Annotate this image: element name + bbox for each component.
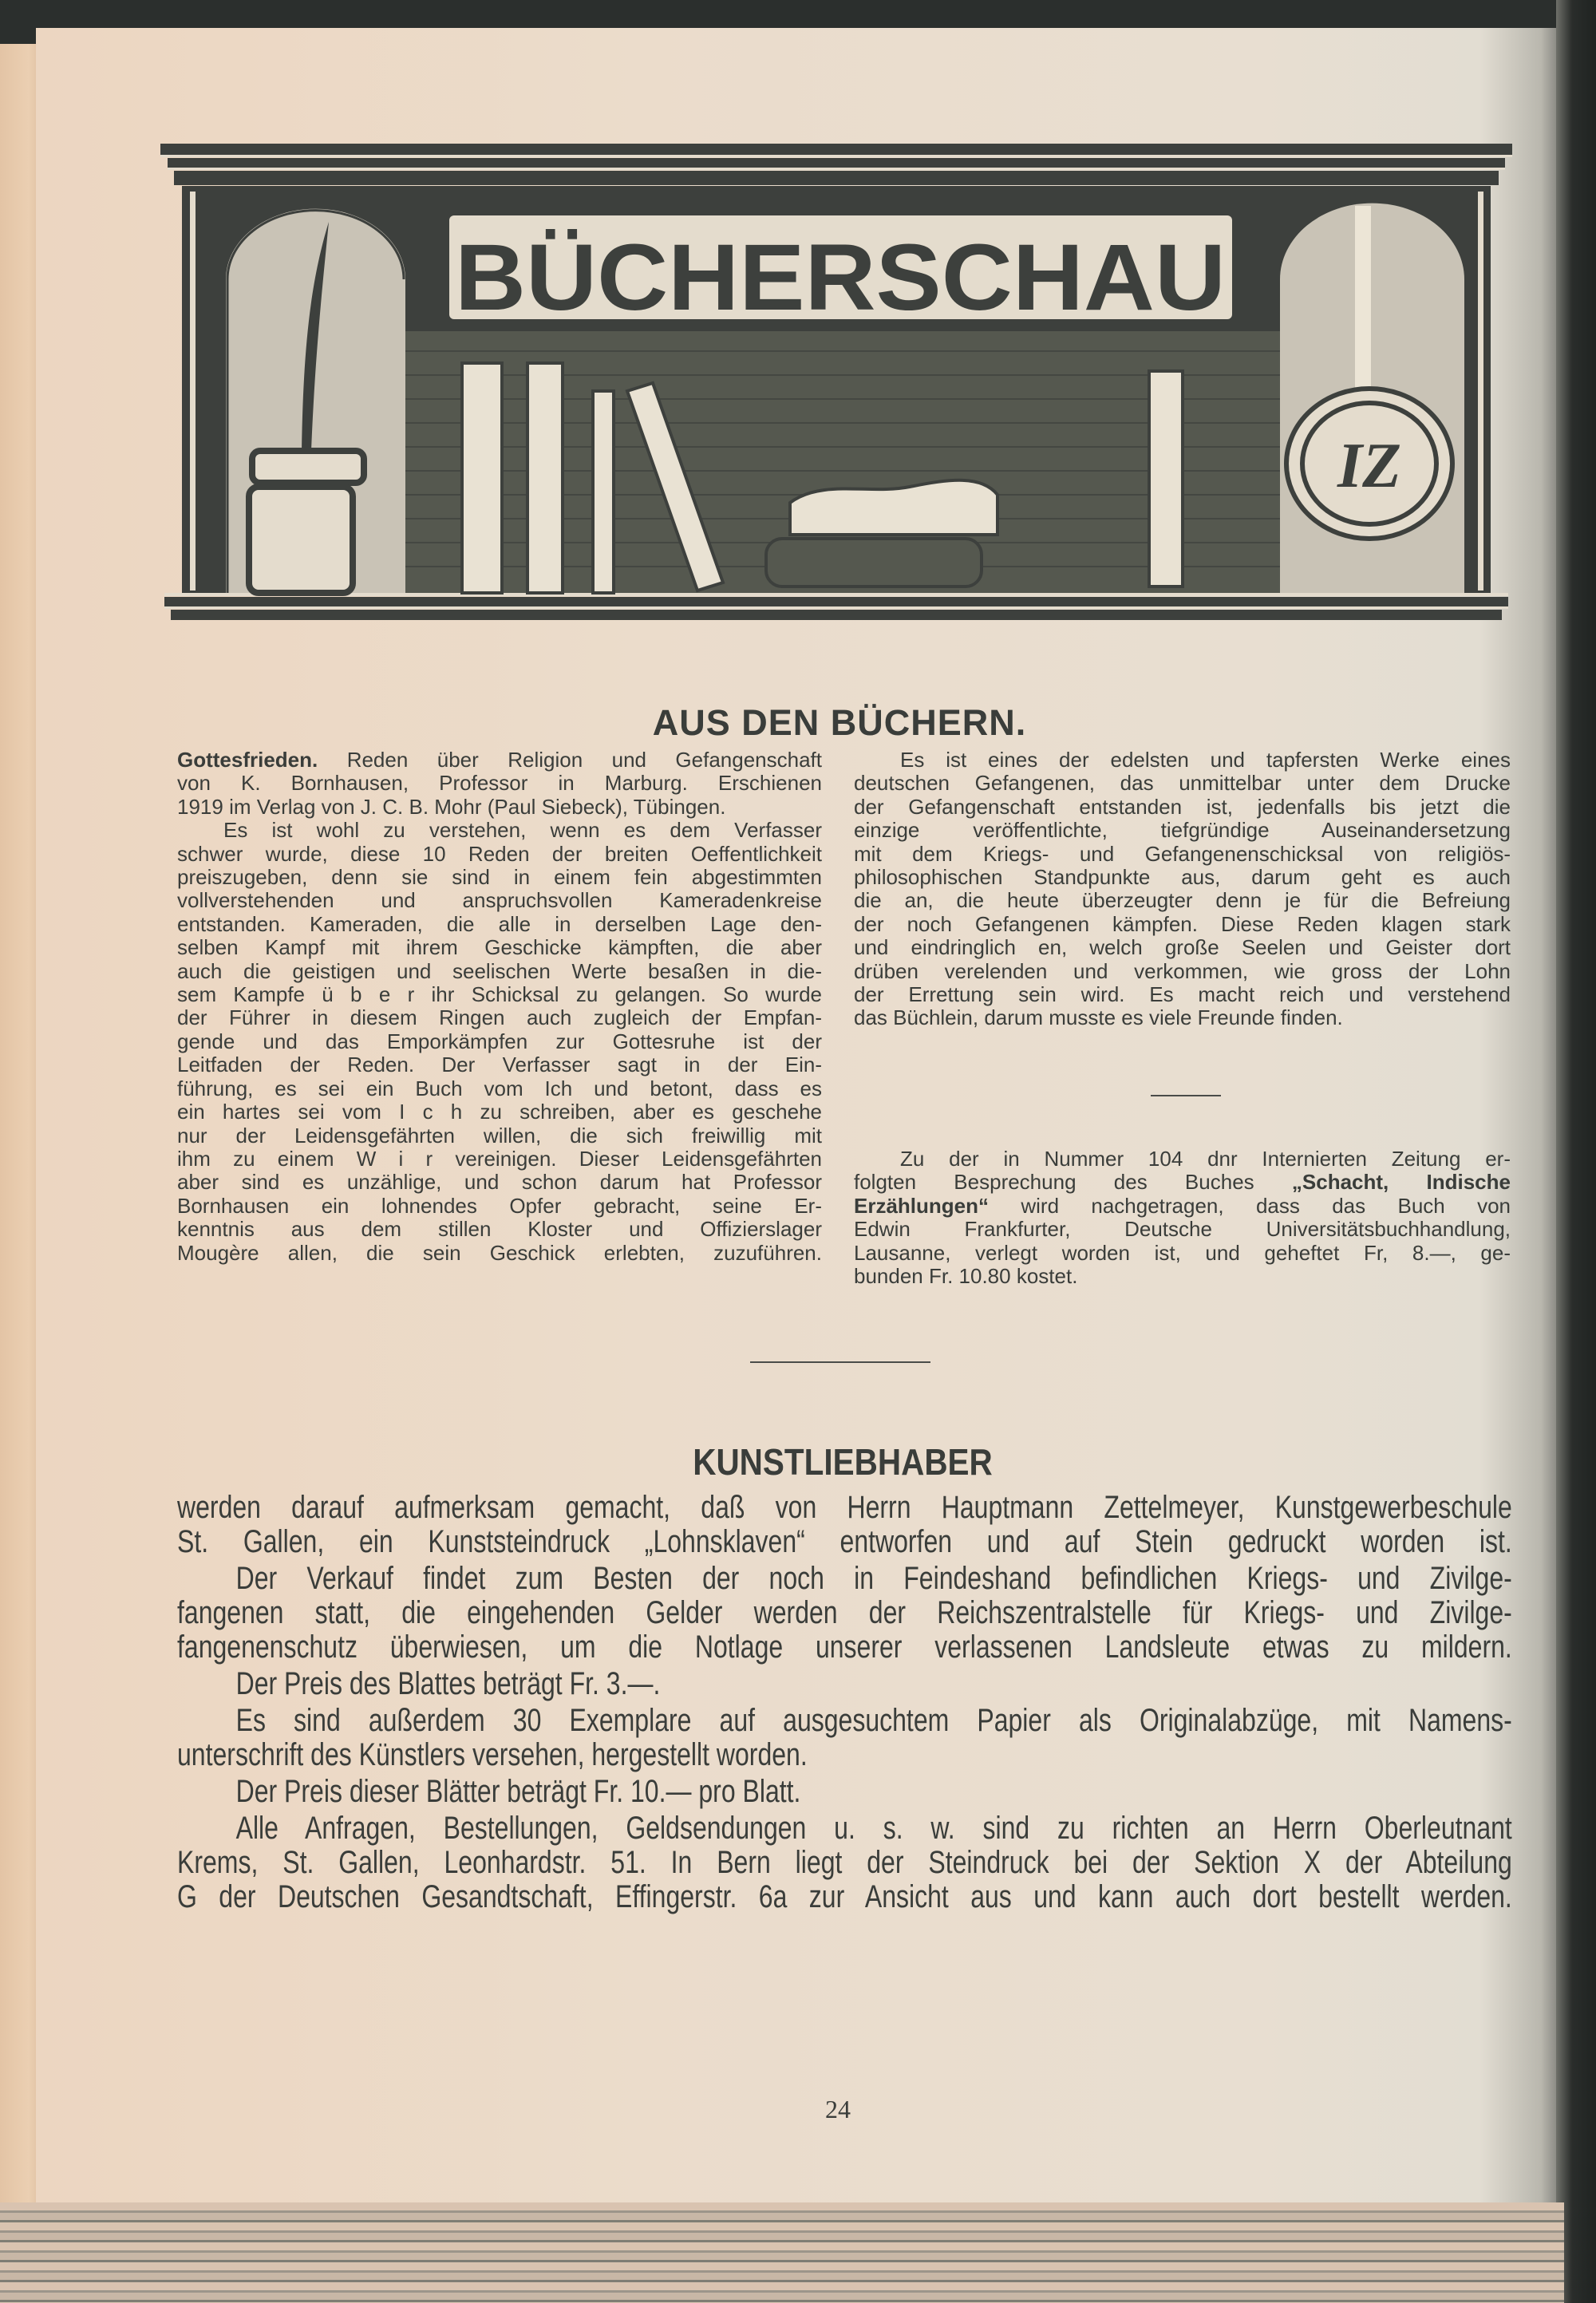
paragraph — [177, 1704, 1512, 1772]
divider-rule — [1151, 1095, 1221, 1096]
section-heading-kunstliebhaber: KUNSTLIEBHABER — [693, 1441, 993, 1483]
text-line: Edwin Frankfurter, Deutsche Universitätsbuchhandlung, — [854, 1217, 1511, 1242]
text-line: Es ist eines der edelsten und tapfersten Werke eines — [900, 748, 1511, 772]
text-line: einzige veröffentlichte, tiefgründige Auseinandersetzung — [854, 818, 1511, 843]
paragraph — [177, 1775, 1512, 1809]
text-line: kenntnis aus dem stillen Kloster und Offizierslager — [177, 1217, 822, 1242]
text-line: selben Kampf mit ihrem Geschicke kämpften, die aber — [177, 935, 822, 960]
text-line: der Führer in diesem Ringen auch zugleich der Empfan- — [177, 1005, 822, 1030]
text-line: schwer wurde, diese 10 Reden der breiten Oeffentlichkeit — [177, 841, 822, 866]
text-line: entstanden. Kameraden, die alle in derselben Lage den- — [177, 911, 822, 936]
text-line: drüben verelenden und verkommen, wie gross der Lohn — [854, 958, 1511, 983]
text-line: die an, die heute überzeugter denn je für die Befreiung — [854, 888, 1511, 913]
text-line: philosophischen Standpunkte aus, darum geht es auch — [854, 865, 1511, 890]
text-line: Lausanne, verlegt worden ist, und geheftet Fr, 8.—, ge- — [854, 1240, 1511, 1265]
text-line: vollverstehenden und anspruchsvollen Kameradenkreise — [177, 888, 822, 913]
text-line: Zu der in Nummer 104 dnr Internierten Zeitung er- — [900, 1147, 1511, 1171]
text-line: nur der Leidensgefährten willen, die sich freiwillig mit — [177, 1123, 822, 1148]
text-line: G der Deutschen Gesandtschaft, Effingerstr. 6a zur Ansicht aus und kann auch dort bestellt werden. — [177, 1879, 1512, 1914]
text-line: führung, es sei ein Buch vom Ich und betont, dass es — [177, 1076, 822, 1100]
banner-base-molding — [164, 597, 1508, 606]
text-line: ein hartes sei vom I c h zu schreiben, aber es geschehe — [177, 1100, 822, 1124]
text-line: bunden Fr. 10.80 kostet. — [854, 1264, 1078, 1289]
text-line: Bornhausen ein lohnendes Opfer gebracht, seine Er- — [177, 1193, 822, 1218]
text-line: ihm zu einem W i r vereinigen. Dieser Leidensgefährten — [177, 1146, 822, 1171]
book-gutter-right — [1556, 0, 1596, 2303]
book-page-edges-bottom — [0, 2202, 1564, 2303]
text-line: von K. Bornhausen, Professor in Marburg. Erschienen — [177, 771, 822, 796]
kunstliebhaber-notice — [177, 1491, 1512, 1917]
text-line: fangenenschutz überwiesen, um die Notlage unserer verlassenen Landsleute etwas zu mildern. — [177, 1629, 1512, 1665]
text-line: preiszugeben, denn sie sind in einem fein abgestimmten — [177, 865, 822, 890]
paragraph — [177, 1562, 1512, 1665]
text-line: aber sind es unzählige, und schon darum hat Professor — [177, 1170, 822, 1195]
scroll-on-book-icon — [766, 480, 998, 587]
text-line: der Errettung sein wird. Es macht reich und verstehend — [854, 982, 1511, 1007]
svg-text:IZ: IZ — [1337, 431, 1401, 501]
text-line: sem Kampfe ü b e r ihr Schicksal zu gelangen. So wurde — [177, 982, 822, 1007]
text-line: das Büchlein, darum musste es viele Freunde finden. — [854, 1005, 1343, 1030]
text-line: Es sind außerdem 30 Exemplare auf ausgesuchtem Papier als Originalabzüge, mit Namens- — [235, 1703, 1512, 1738]
section-divider-rule — [750, 1361, 930, 1363]
text-line: Der Preis des Blattes beträgt Fr. 3.—. — [235, 1666, 661, 1701]
text-line: gende und das Emporkämpfen zur Gottesruhe ist der — [177, 1029, 822, 1053]
text-line: unterschrift des Künstlers versehen, hergestellt worden. — [177, 1737, 808, 1772]
text-line: der noch Gefangenen kämpfen. Diese Reden klagen stark — [854, 911, 1511, 936]
text-line: auch die geistigen und seelischen Werte besaßen in die- — [177, 958, 822, 983]
text-line: Der Preis dieser Blätter beträgt Fr. 10.— pro Blatt. — [235, 1774, 801, 1809]
buecherschau-banner-illustration — [152, 136, 1524, 630]
text-line: 1919 im Verlag von J. C. B. Mohr (Paul Siebeck), Tübingen. — [177, 794, 726, 819]
inkwell-icon — [249, 451, 364, 593]
text-line: Erzählungen“ wird nachgetragen, dass das Buch von — [854, 1193, 1511, 1218]
page-number: 24 — [825, 2095, 851, 2123]
text-line: Krems, St. Gallen, Leonhardstr. 51. In Bern liegt der Steindruck bei der Sektion X der Abteilung — [177, 1845, 1512, 1880]
section-heading-aus-den-buechern: AUS DEN BÜCHERN. — [652, 702, 1027, 743]
book-title: Gottesfrieden. — [177, 748, 318, 772]
seal-monogram-icon — [1286, 389, 1452, 539]
text-line: Leitfaden der Reden. Der Verfasser sagt in der Ein- — [177, 1053, 822, 1077]
banner-title: BÜCHERSCHAU — [455, 225, 1226, 330]
text-line: Der Verkauf findet zum Besten der noch in Feindeshand befindlichen Kriegs- und Zivilge- — [235, 1561, 1512, 1596]
right-column-addendum — [854, 1148, 1511, 1288]
right-column-review — [854, 749, 1511, 1030]
text-line: Es ist wohl zu verstehen, wenn es dem Verfasser — [223, 818, 822, 843]
text-line: mit dem Kriegs- und Gefangenenschicksal von religiös- — [854, 841, 1511, 866]
book-title: Erzählungen“ — [854, 1193, 990, 1218]
text-line: fangenen statt, die eingehenden Gelder werden der Reichszentralstelle für Kriegs- und Zivilge- — [177, 1595, 1512, 1630]
text-line: deutschen Gefangenen, das unmittelbar unter dem Drucke — [854, 771, 1511, 796]
text-line: Mougère allen, die sein Geschick erlebten, zuzuführen. — [177, 1240, 822, 1265]
text-line: folgten Besprechung des Buches „Schacht, Indische — [854, 1170, 1511, 1195]
banner-cornice — [160, 144, 1512, 155]
text-line: Alle Anfragen, Bestellungen, Geldsendungen u. s. w. sind zu richten an Herrn Oberleutnant — [235, 1811, 1512, 1846]
paragraph — [177, 1667, 1512, 1701]
book-title: „Schacht, Indische — [1291, 1170, 1511, 1195]
text-line: der Gefangenschaft entstanden ist, jedenfalls bis jetzt die — [854, 794, 1511, 819]
paragraph — [177, 1811, 1512, 1914]
paragraph — [177, 1491, 1512, 1559]
text-line: Gottesfrieden. Reden über Religion und Gefangenschaft — [177, 748, 822, 772]
text-line: werden darauf aufmerksam gemacht, daß von Herrn Hauptmann Zettelmeyer, Kunstgewerbeschule — [177, 1490, 1512, 1525]
text-line: und eindringlich en, welch große Seelen und Geister dort — [854, 935, 1511, 960]
text-line: St. Gallen, ein Kunststeindruck „Lohnsklaven“ entworfen und auf Stein gedruckt worden ist. — [177, 1524, 1512, 1559]
left-column-review — [177, 749, 822, 1265]
